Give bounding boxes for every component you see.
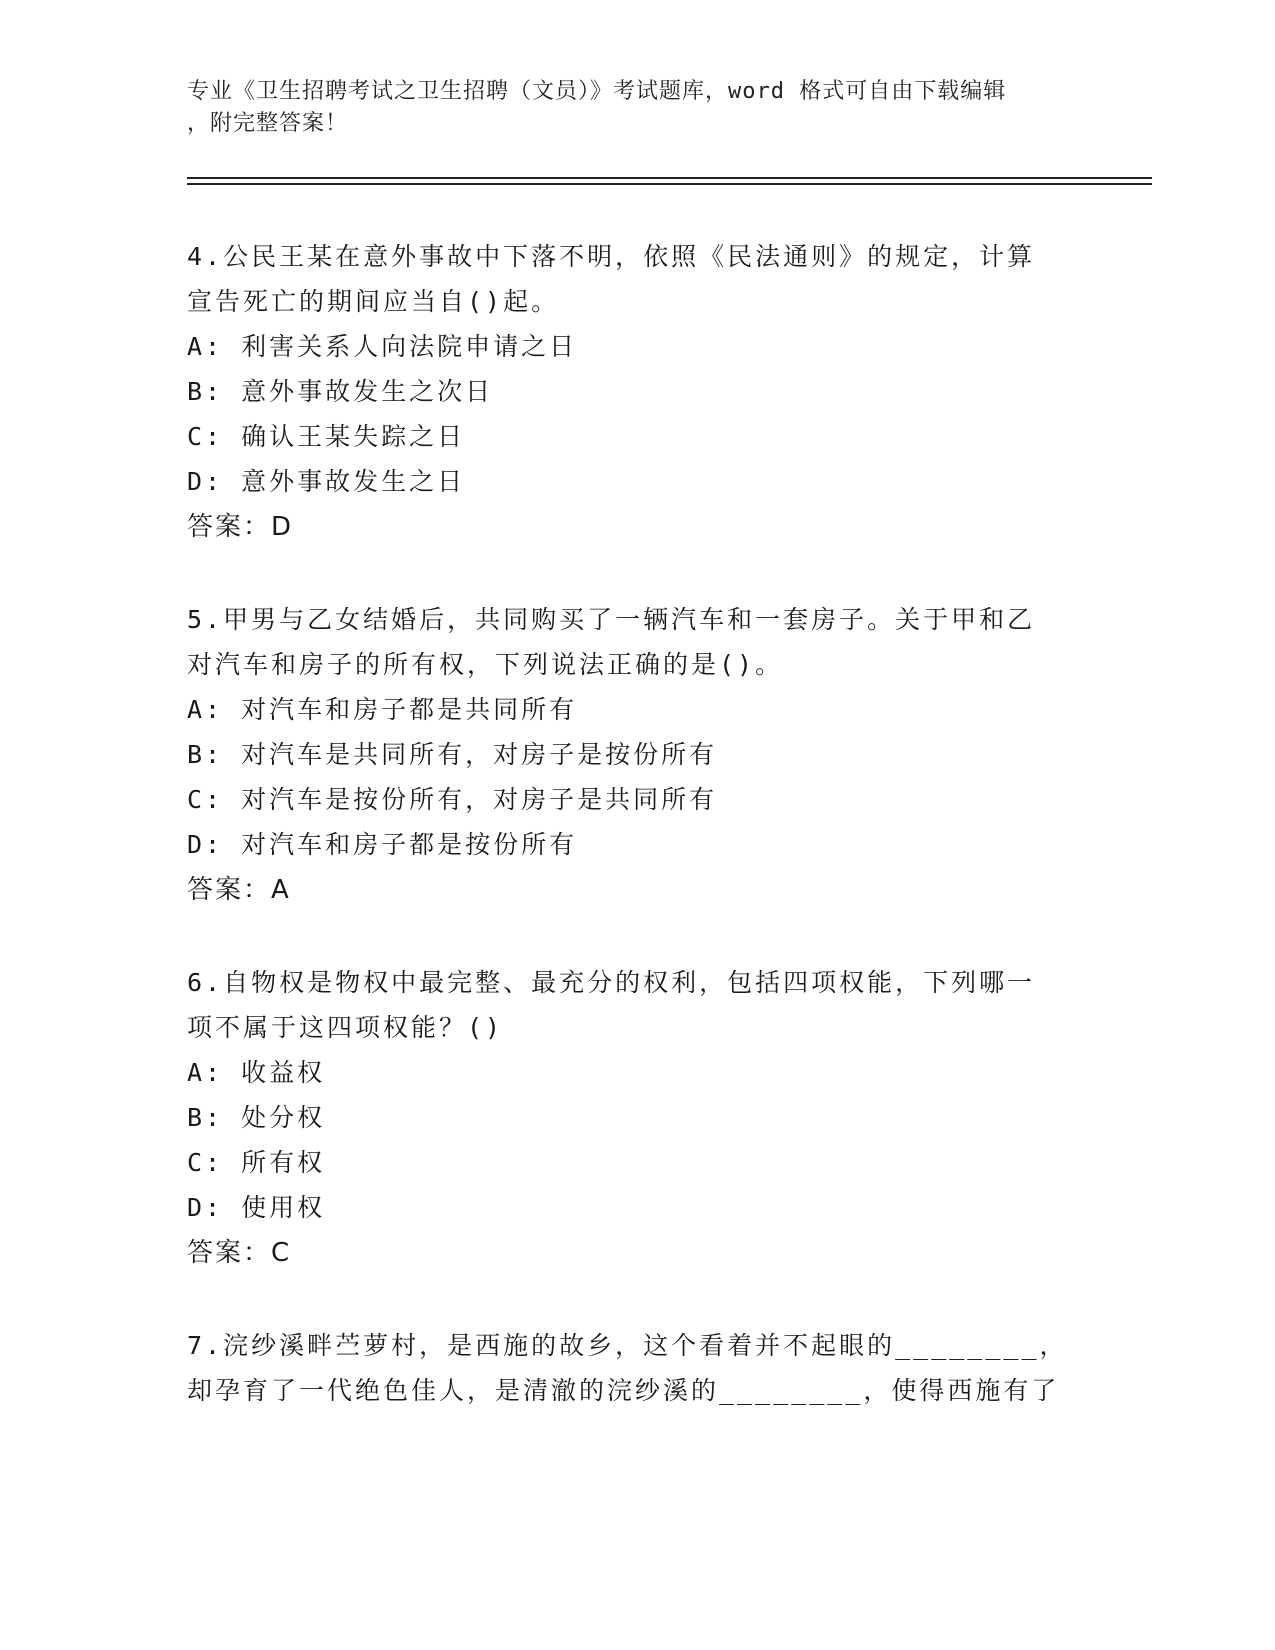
question-stem-line: 4.公民王某在意外事故中下落不明，依照《民法通则》的规定，计算 — [187, 242, 1036, 271]
answer-line: 答案：A — [187, 875, 291, 905]
question-stem-line: 项不属于这四项权能？() — [187, 1013, 504, 1042]
question-7 — [187, 1323, 1087, 1413]
question-5 — [187, 597, 1087, 913]
question-stem-line: 5.甲男与乙女结婚后，共同购买了一辆汽车和一套房子。关于甲和乙 — [187, 605, 1036, 634]
question-stem-line: 却孕育了一代绝色佳人，是清澈的浣纱溪的________，使得西施有了 — [187, 1376, 1060, 1405]
question-stem-line: 对汽车和房子的所有权，下列说法正确的是()。 — [187, 650, 784, 679]
option-c: C: 对汽车是按份所有，对房子是共同所有 — [187, 785, 718, 814]
header-divider-top — [187, 177, 1152, 179]
option-d: D: 使用权 — [187, 1193, 326, 1222]
header-line-1: 专业《卫生招聘考试之卫生招聘（文员）》考试题库，word 格式可自由下载编辑 — [187, 79, 1007, 104]
option-d: D: 意外事故发生之日 — [187, 467, 466, 496]
option-a: A: 利害关系人向法院申请之日 — [187, 332, 578, 361]
question-6 — [187, 960, 1087, 1276]
option-a: A: 收益权 — [187, 1058, 326, 1087]
document-header — [187, 76, 1087, 140]
option-d: D: 对汽车和房子都是按份所有 — [187, 830, 578, 859]
question-stem-line: 宣告死亡的期间应当自()起。 — [187, 287, 560, 316]
answer-line: 答案：C — [187, 1238, 292, 1268]
question-stem-line: 7.浣纱溪畔苎萝村，是西施的故乡，这个看着并不起眼的________， — [187, 1331, 1068, 1360]
header-line-2: ，附完整答案！ — [187, 111, 349, 136]
question-4 — [187, 234, 1087, 550]
question-stem-line: 6.自物权是物权中最完整、最充分的权利，包括四项权能，下列哪一 — [187, 968, 1036, 997]
option-b: B: 对汽车是共同所有，对房子是按份所有 — [187, 740, 718, 769]
option-c: C: 确认王某失踪之日 — [187, 422, 466, 451]
option-a: A: 对汽车和房子都是共同所有 — [187, 695, 578, 724]
option-b: B: 处分权 — [187, 1103, 326, 1132]
answer-line: 答案：D — [187, 512, 294, 542]
option-c: C: 所有权 — [187, 1148, 326, 1177]
option-b: B: 意外事故发生之次日 — [187, 377, 494, 406]
header-divider-bottom — [187, 183, 1152, 185]
